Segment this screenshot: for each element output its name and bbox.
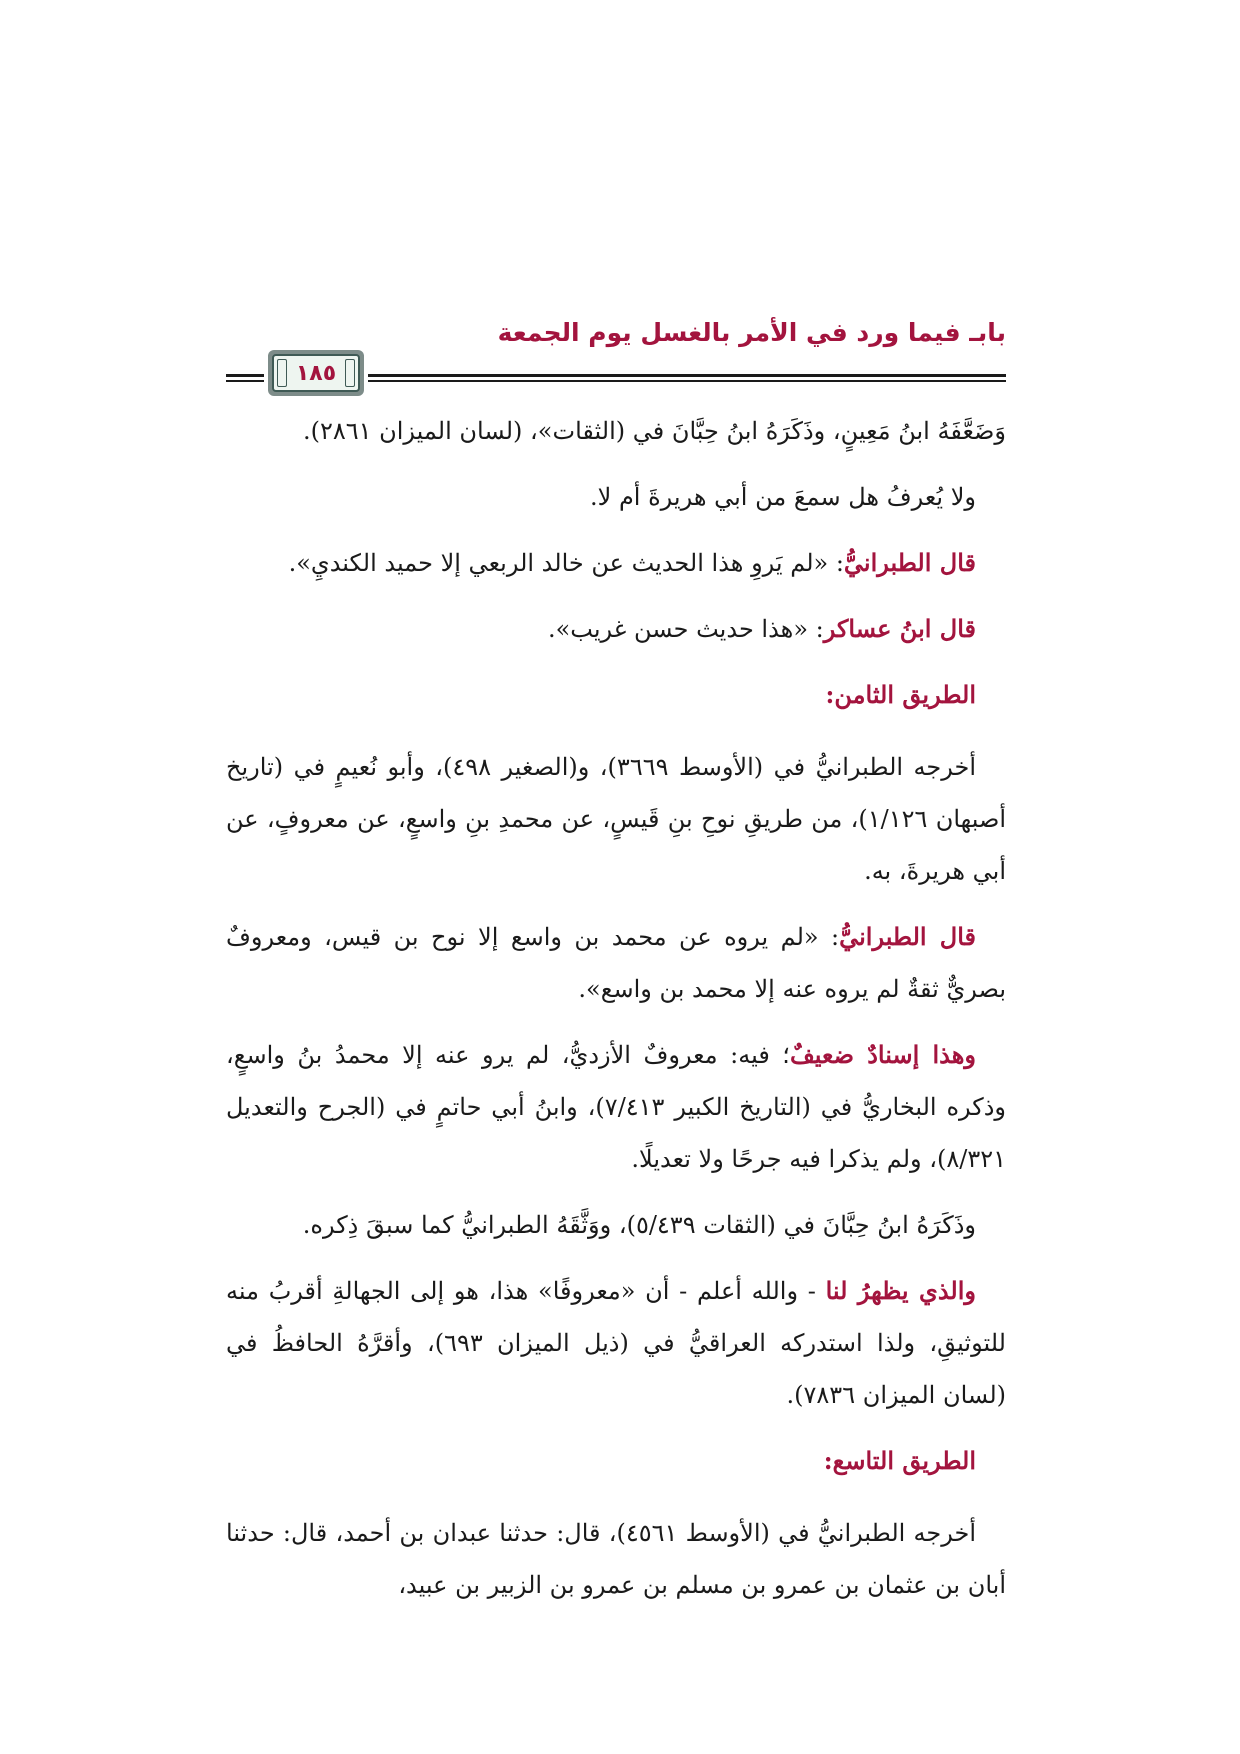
paragraph [226,1029,1006,1185]
chapter-title: بابـ فيما ورد في الأمر بالغسل يوم الجمعة [497,318,1006,347]
page-number: ١٨٥ [295,360,337,386]
speaker-label: قال ابنُ عساكر [823,614,976,643]
page-body [226,405,1006,1625]
header-rule-right [368,374,1006,377]
section-heading: الطريق الثامن: [825,680,976,709]
conclusion-text: - والله أعلم - أن «معروفًا» هذا، هو إلى الجهالةِ أقربُ منه للتوثيقِ، ولذا استدركه العراقيُّ في (ذيل الميزان ٦٩٣)، وأقرَّهُ الحافظُ في (لسان الميزان ٧٨٣٦). [226,1277,1006,1409]
assessment-label: وهذا إسنادٌ ضعيفٌ [789,1040,976,1069]
paragraph: أخرجه الطبرانيُّ في (الأوسط ٣٦٦٩)، و(الصغير ٤٩٨)، وأبو نُعيمٍ في (تاريخ أصبهان ١/١٢٦)، من طريقِ نوحِ بنِ قَيسٍ، عن محمدِ بنِ واسعٍ، عن معروفٍ، عن أبي هريرةَ، به. [226,753,1006,885]
paragraph [226,603,1006,655]
paragraph [226,911,1006,1015]
speaker-label: قال الطبرانيُّ [843,548,976,577]
section-heading: الطريق التاسع: [823,1446,976,1475]
quote-text: : «هذا حديث حسن غريب». [547,615,824,643]
header-rule-left [226,374,264,377]
paragraph: وَضَعَّفَهُ ابنُ مَعِينٍ، وذَكَرَهُ ابنُ حِبَّانَ في (الثقات»، (لسان الميزان ٢٨٦١). [302,417,1006,445]
paragraph: أخرجه الطبرانيُّ في (الأوسط ٤٥٦١)، قال: حدثنا عبدان بن أحمد، قال: حدثنا أبان بن عثمان بن عمرو بن مسلم بن عمرو بن الزبير بن عبيد، [226,1519,1006,1599]
quote-text: : «لم يَروِ هذا الحديث عن خالد الربعي إلا حميد الكنديِ». [288,549,844,577]
page-number-badge [268,350,364,396]
assessment-text: ؛ فيه: معروفٌ الأزديُّ، لم يرو عنه إلا محمدُ بنُ واسعٍ، وذكره البخاريُّ في (التاريخ الكبير ٧/٤١٣)، وابنُ أبي حاتمٍ في (الجرح والتعديل ٨/٣٢١)، ولم يذكرا فيه جرحًا ولا تعديلًا. [226,1041,1006,1173]
paragraph: وذَكَرَهُ ابنُ حِبَّانَ في (الثقات ٥/٤٣٩)، ووَثَّقَهُ الطبرانيُّ كما سبقَ ذِكره. [302,1211,976,1239]
header-rule-left-thin [226,380,264,382]
paragraph [226,537,1006,589]
header-rule-right-thin [368,380,1006,382]
page-number-frame [272,354,360,392]
paragraph: ولا يُعرفُ هل سمعَ من أبي هريرةَ أم لا. [590,483,976,511]
quote-text: : «لم يروه عن محمد بن واسع إلا نوح بن قيس، ومعروفٌ بصريٌّ ثقةٌ لم يروه عنه إلا محمد بن واسع». [226,923,1006,1003]
speaker-label: قال الطبرانيُّ [839,922,976,951]
conclusion-label: والذي يظهرُ لنا [825,1276,976,1305]
paragraph [226,1265,1006,1421]
page-header [226,308,1006,398]
